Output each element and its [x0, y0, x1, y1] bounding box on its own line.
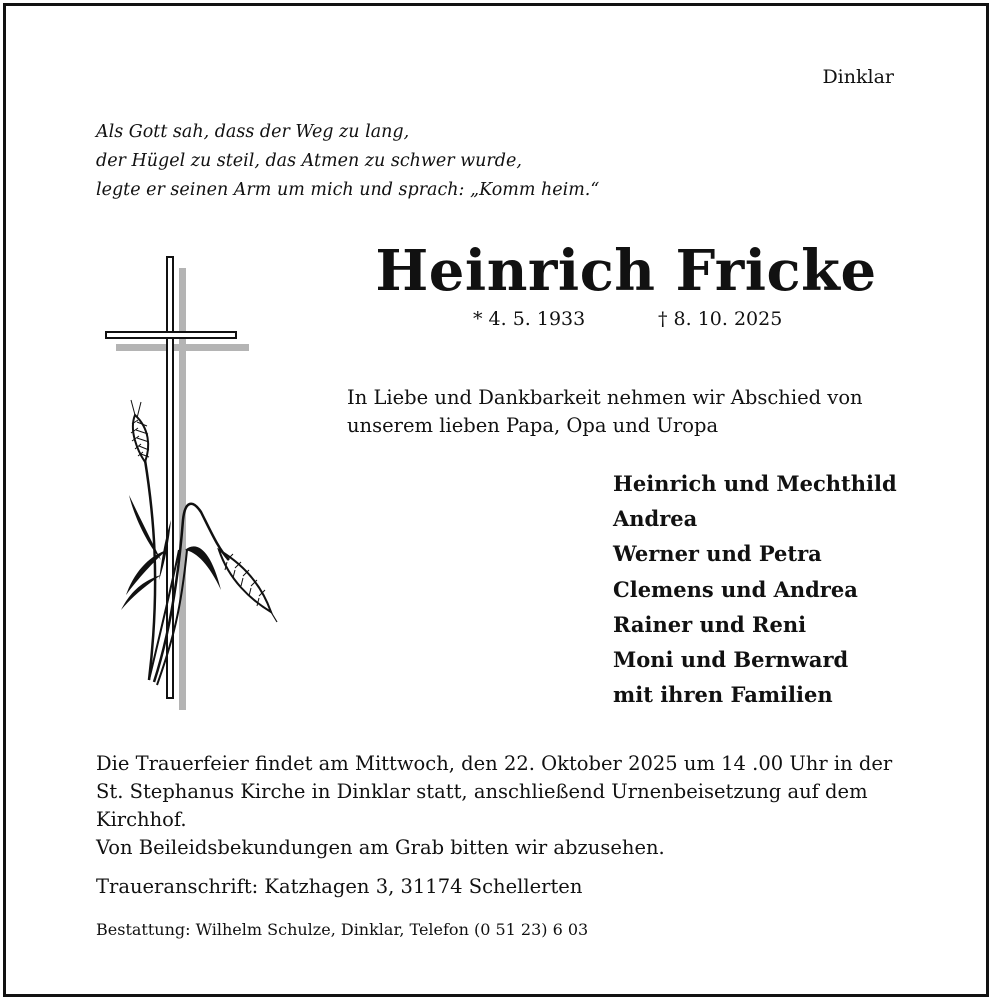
death-date: † 8. 10. 2025	[658, 308, 783, 330]
mourner-entry: Heinrich und Mechthild	[613, 471, 897, 496]
poem-line: Als Gott sah, dass der Weg zu lang,	[96, 122, 410, 142]
intro-text	[347, 384, 863, 440]
birth-date: * 4. 5. 1933	[473, 308, 586, 330]
intro-line: unserem lieben Papa, Opa und Uropa	[347, 414, 719, 437]
mourner-entry: Werner und Petra	[613, 541, 822, 567]
mourner-entry: Moni und Bernward	[613, 647, 849, 673]
mourner-entry: Clemens und Andrea	[613, 576, 858, 602]
mourner-entry: Andrea	[613, 506, 698, 532]
ceremony-line: St. Stephanus Kirche in Dinklar statt, anschließend Urnenbeisetzung auf dem	[96, 780, 868, 803]
poem-line: der Hügel zu steil, das Atmen zu schwer wurde,	[96, 151, 522, 171]
mourners-list	[613, 466, 897, 712]
ceremony-line: Die Trauerfeier findet am Mittwoch, den 22. Oktober 2025 um 14 .00 Uhr in der	[96, 752, 893, 775]
mourner-entry: Rainer und Reni	[613, 611, 807, 637]
poem	[96, 118, 599, 205]
obituary-frame	[3, 3, 989, 997]
place-name: Dinklar	[822, 66, 894, 88]
deceased-name: Heinrich Fricke	[375, 238, 877, 304]
ceremony-line: Von Beileidsbekundungen am Grab bitten wir abzusehen.	[96, 836, 665, 859]
intro-line: In Liebe und Dankbarkeit nehmen wir Abschied von	[347, 386, 863, 409]
ceremony-text	[96, 750, 892, 862]
mourning-address: Traueranschrift: Katzhagen 3, 31174 Schellerten	[96, 875, 583, 898]
poem-line: legte er seinen Arm um mich und sprach: „Komm heim.“	[96, 180, 600, 200]
ceremony-line: Kirchhof.	[96, 808, 187, 831]
cross-with-wheat-icon	[101, 250, 281, 720]
undertaker-info: Bestattung: Wilhelm Schulze, Dinklar, Telefon (0 51 23) 6 03	[96, 920, 589, 939]
mourner-entry: mit ihren Familien	[613, 682, 833, 708]
